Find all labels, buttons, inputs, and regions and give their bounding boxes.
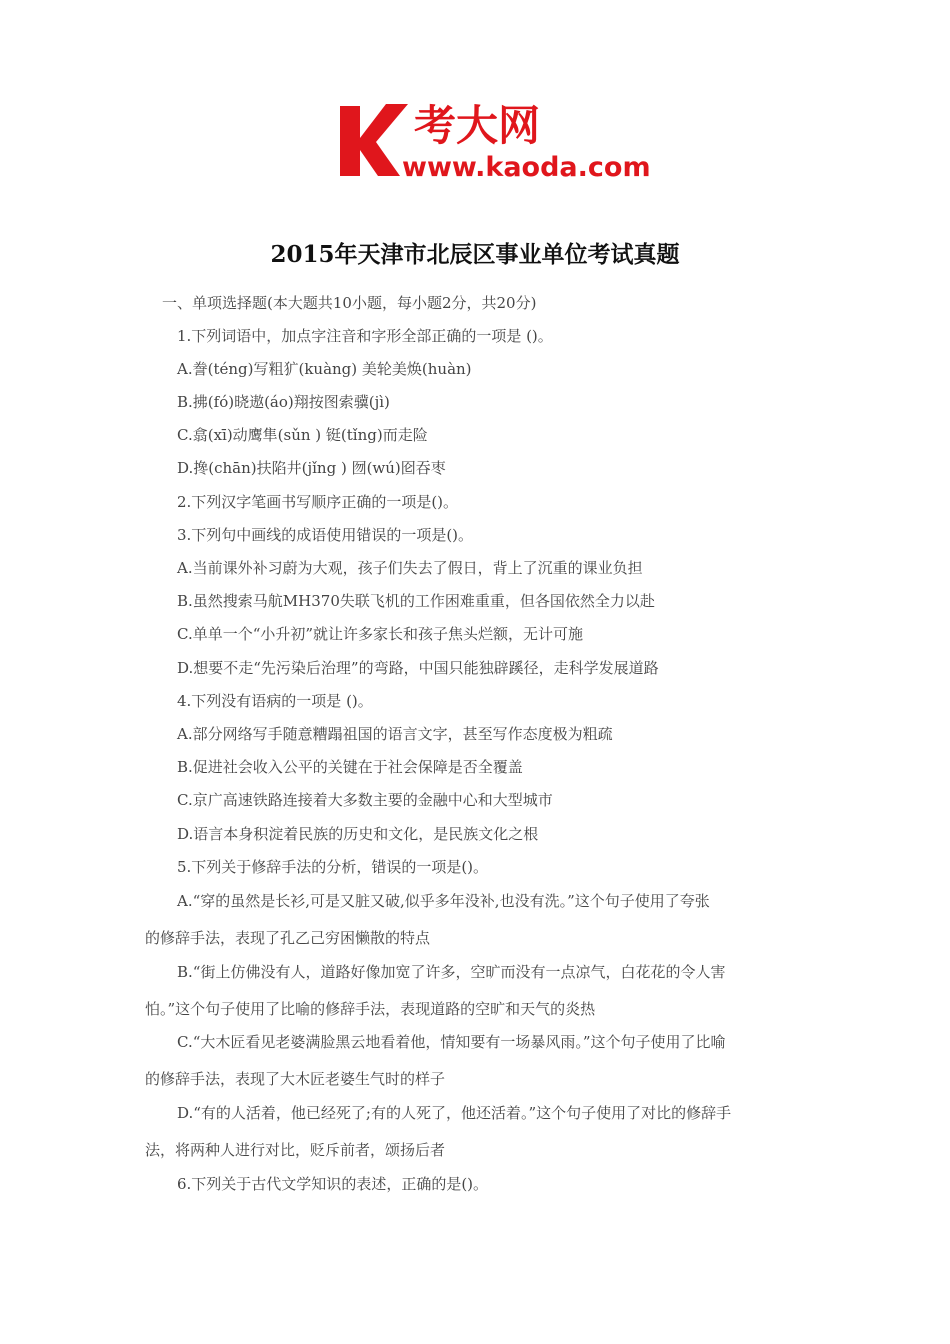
q2-stem: 2.下列汉字笔画书写顺序正确的一项是()。 (177, 493, 459, 511)
q6-stem: 6.下列关于古代文学知识的表述，正确的是()。 (177, 1175, 489, 1193)
q4-option-a: A.部分网络写手随意糟蹋祖国的语言文字，甚至写作态度极为粗疏 (177, 725, 613, 743)
q3-option-d: D.想要不走“先污染后治理”的弯路，中国只能独辟蹊径，走科学发展道路 (177, 659, 659, 677)
q4-option-b: B.促进社会收入公平的关键在于社会保障是否全覆盖 (177, 758, 523, 776)
q5-option-c-line1: C.“大木匠看见老婆满脸黑云地看着他，情知要有一场暴风雨。”这个句子使用了比喻 (177, 1033, 726, 1051)
page-title: 2015年天津市北辰区事业单位考试真题 (270, 241, 680, 268)
q4-option-d: D.语言本身积淀着民族的历史和文化，是民族文化之根 (177, 825, 539, 843)
q5-option-b-line1: B.“街上仿佛没有人，道路好像加宽了许多，空旷而没有一点凉气，白花花的令人害 (177, 963, 726, 981)
q5-option-d-line1: D.“有的人活着，他已经死了;有的人死了，他还活着。”这个句子使用了对比的修辞手 (177, 1104, 732, 1122)
q4-option-c: C.京广高速铁路连接着大多数主要的金融中心和大型城市 (177, 791, 553, 809)
q1-option-a: A.誊(téng)写粗犷(kuàng) 美轮美焕(huàn) (177, 360, 472, 378)
q5-option-b-line2: 怕。”这个句子使用了比喻的修辞手法，表现道路的空旷和天气的炎热 (145, 1000, 596, 1018)
kaoda-logo (338, 96, 668, 188)
logo-brand-cn: 考大网 (414, 101, 541, 150)
logo-url: www.kaoda.com (402, 152, 651, 183)
q1-option-c: C.翕(xī)动鹰隼(sǔn ) 铤(tǐng)而走险 (177, 426, 428, 444)
q3-option-a: A.当前课外补习蔚为大观，孩子们失去了假日，背上了沉重的课业负担 (177, 559, 643, 577)
q5-option-a-line2: 的修辞手法，表现了孔乙己穷困懒散的特点 (145, 929, 431, 947)
q3-option-c: C.单单一个“小升初”就让许多家长和孩子焦头烂额，无计可施 (177, 625, 584, 643)
q3-option-b: B.虽然搜索马航MH370失联飞机的工作困难重重，但各国依然全力以赴 (177, 592, 655, 610)
q5-option-a-line1: A.“穿的虽然是长衫,可是又脏又破,似乎多年没补,也没有洗。”这个句子使用了夸张 (177, 892, 710, 910)
q1-stem: 1.下列词语中，加点字注音和字形全部正确的一项是 ()。 (177, 327, 553, 345)
q3-stem: 3.下列句中画线的成语使用错误的一项是()。 (177, 526, 474, 544)
q5-option-d-line2: 法，将两种人进行对比，贬斥前者，颂扬后者 (145, 1141, 446, 1159)
section-heading: 一、单项选择题(本大题共10小题，每小题2分，共20分) (162, 294, 537, 312)
q4-stem: 4.下列没有语病的一项是 ()。 (177, 692, 373, 710)
kaoda-logo-mark (338, 96, 668, 188)
q1-option-b: B.拂(fó)晓遨(áo)翔按图索骥(jì) (177, 393, 390, 411)
q5-stem: 5.下列关于修辞手法的分析，错误的一项是()。 (177, 858, 489, 876)
q1-option-d: D.搀(chān)扶陷井(jǐng ) 囫(wú)囵吞枣 (177, 459, 446, 477)
q5-option-c-line2: 的修辞手法，表现了大木匠老婆生气时的样子 (145, 1070, 446, 1088)
